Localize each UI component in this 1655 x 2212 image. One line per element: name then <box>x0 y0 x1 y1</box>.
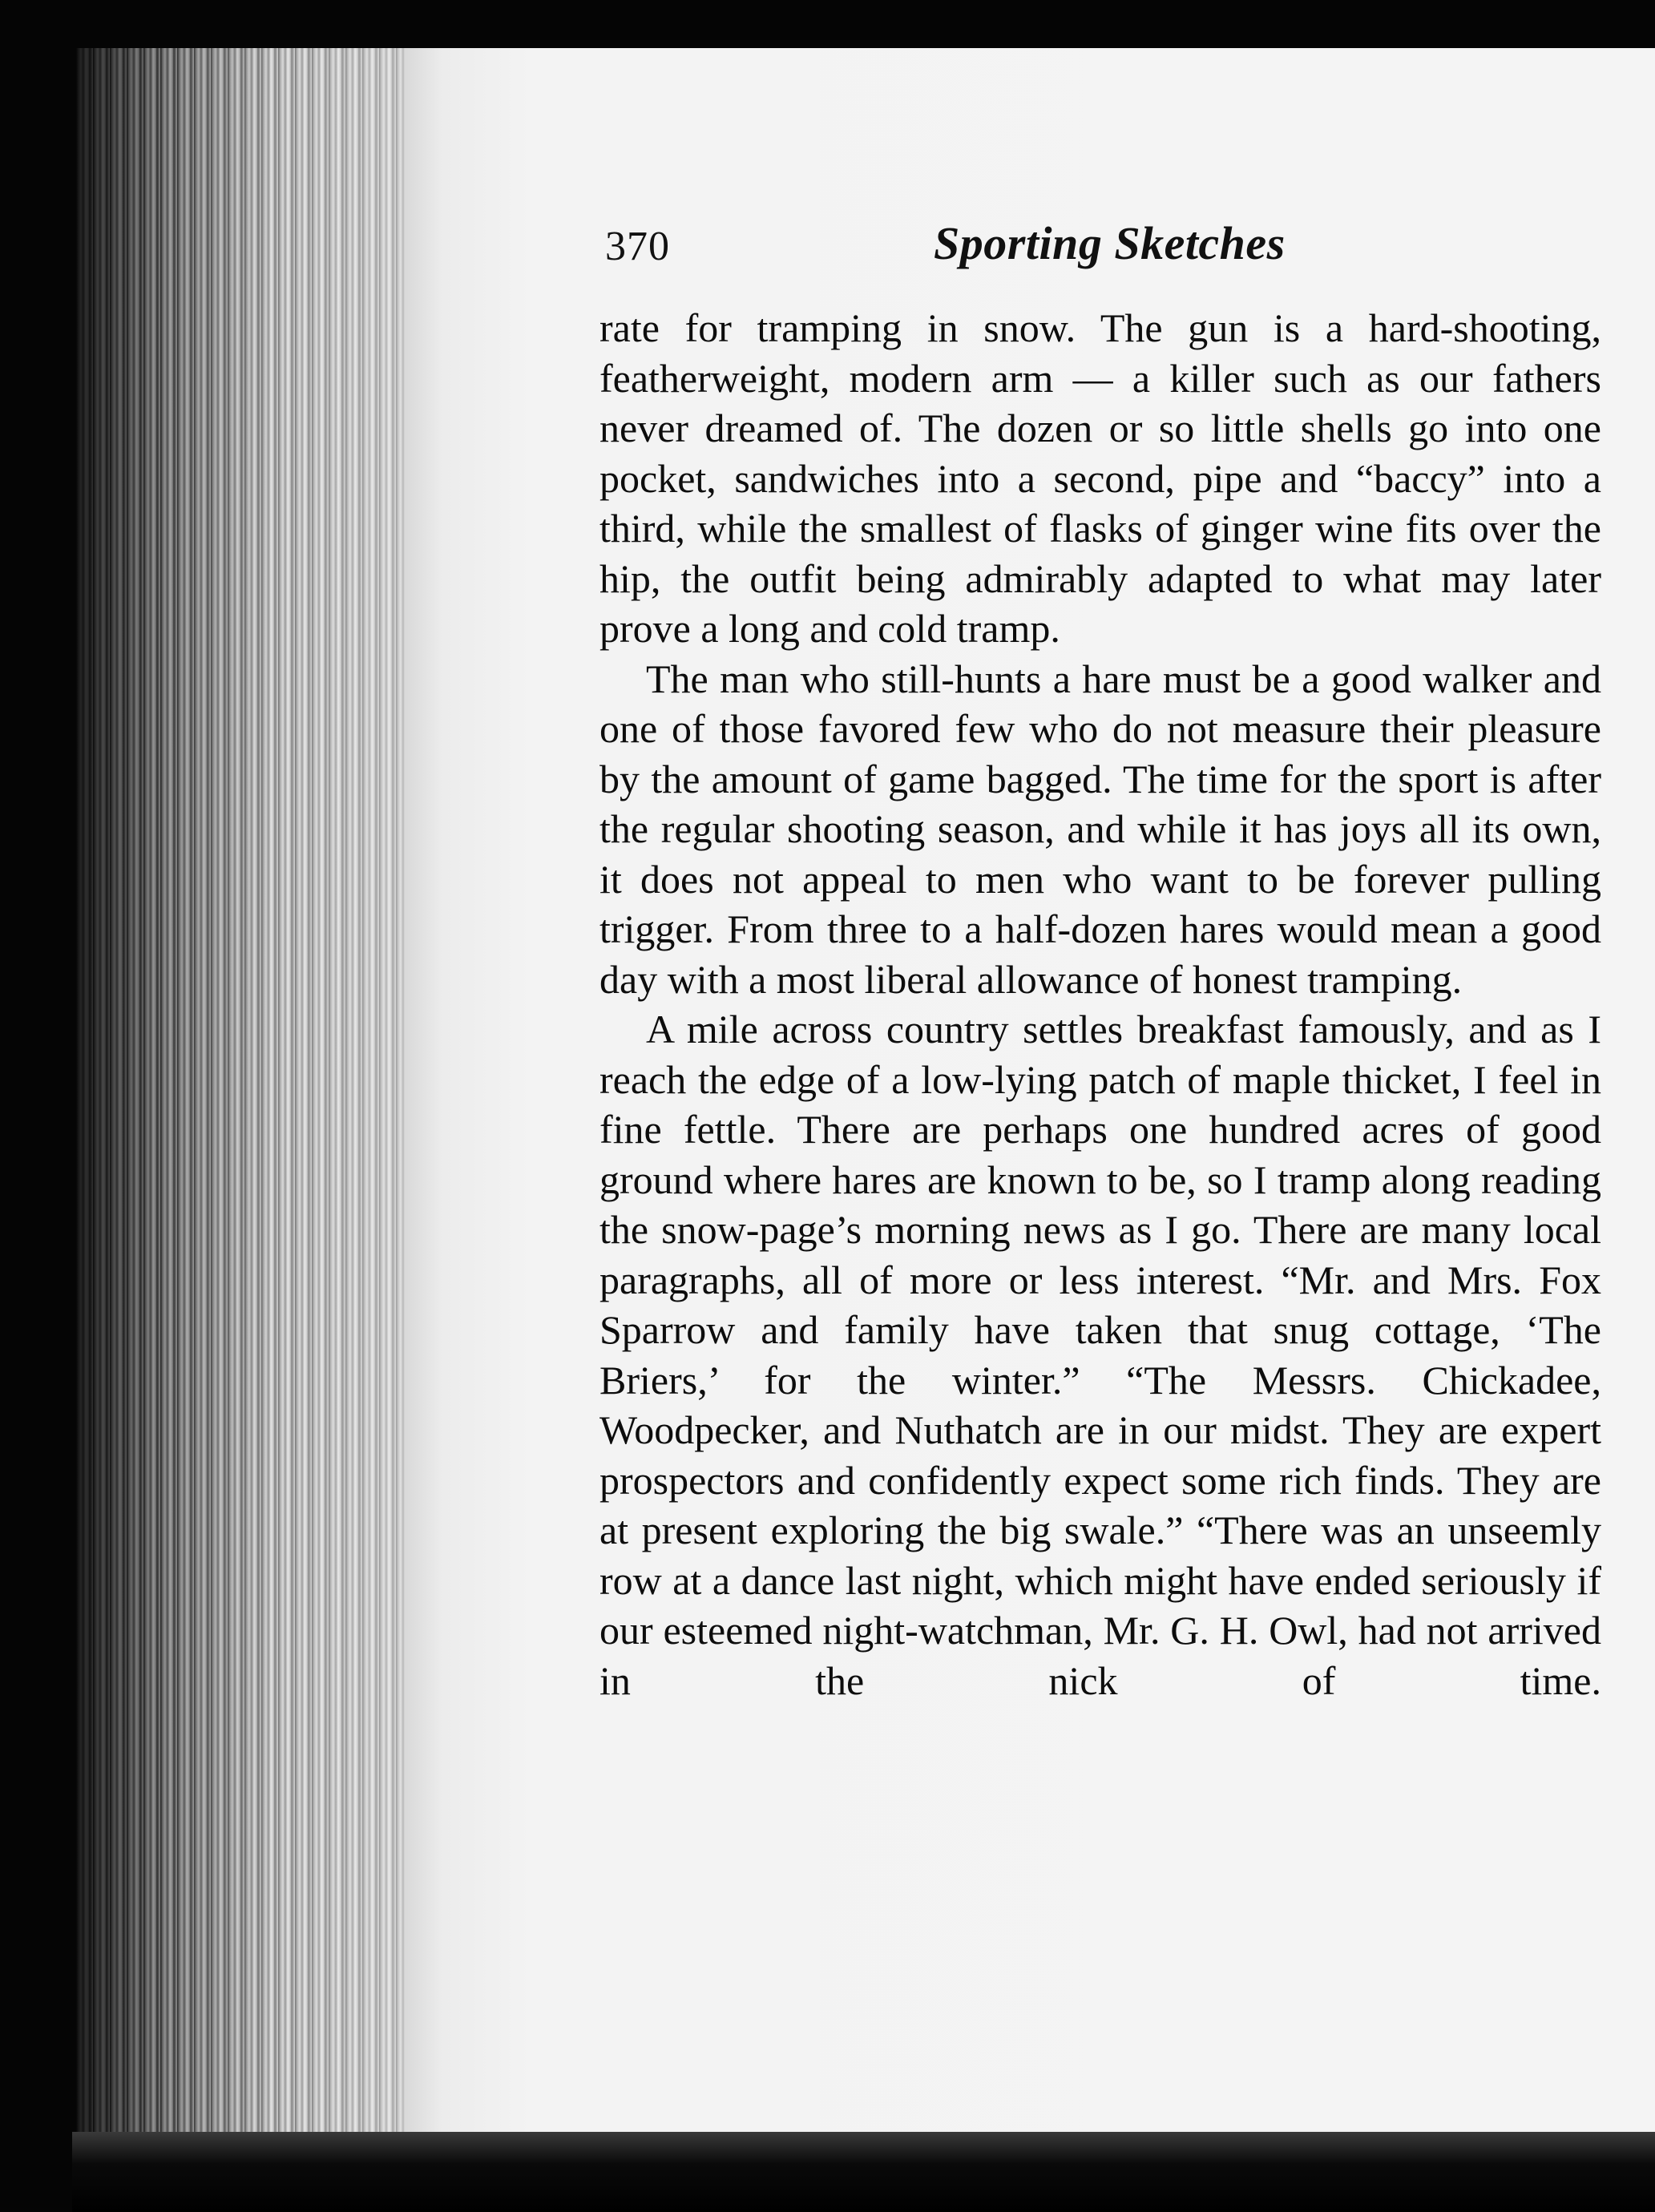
body-text <box>599 303 1601 1705</box>
paragraph-2: The man who still-hunts a hare must be a good walker and one of those favored few who do not measure their pleasure by the amount of game bagged. The time for the sport is after the regular shooting season, and while it has joys all its own, it does not appeal to men who want to be forever pulling trigger. From three to a half-dozen hares would mean a good day with a most liberal allowance of honest tramping. <box>599 656 1601 1002</box>
running-head: Sporting Sketches <box>934 217 1286 269</box>
page-number: 370 <box>605 224 670 269</box>
page-header <box>605 216 1603 281</box>
paragraph-3: A mile across country settles breakfast famously, and as I reach the edge of a low-lying patch of maple thicket, I feel in fine fettle. There are perhaps one hundred acres of good ground where hares are known to be, so I tramp along reading the snow-page’s morning news as I go. There are many local paragraphs, all of more or less interest. “Mr. and Mrs. Fox Sparrow and family have taken that snug cottage, ‘The Briers,’ for the winter.” “The Messrs. Chickadee, Woodpecker, and Nuthatch are in our midst. They are expert prospectors and confidently expect some rich finds. They are at present exploring the big swale.” “There was an unseemly row at a dance last night, which might have ended seriously if our esteemed night-watchman, Mr. G. H. Owl, had not arrived in the nick of time. <box>599 1007 1601 1703</box>
paragraph-1: rate for tramping in snow. The gun is a hard-shooting, featherweight, modern arm — a killer such as our fathers never dreamed of. The dozen or so little shells go into one pocket, sandwiches into a second, pipe and “baccy” into a third, while the smallest of flasks of ginger wine fits over the hip, the outfit being admirably adapted to what may later prove a long and cold tramp. <box>599 305 1601 651</box>
page-edges <box>76 48 409 2148</box>
bottom-shadow <box>72 2132 1655 2212</box>
